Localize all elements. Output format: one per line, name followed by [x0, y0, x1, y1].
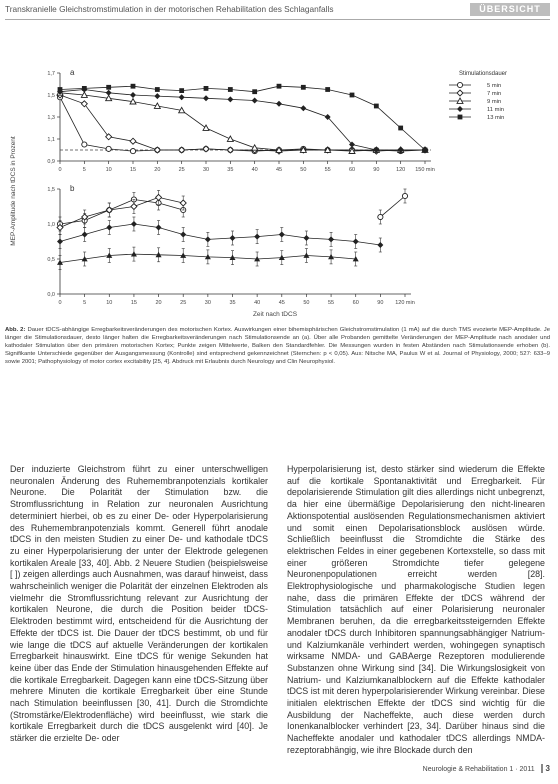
body-column-right: [287, 464, 545, 757]
x-tick-label-a: 5: [82, 167, 86, 173]
data-point-b: [230, 235, 236, 241]
page-header: [0, 0, 558, 24]
data-point-b: [205, 236, 211, 242]
x-tick-label-b: 90: [377, 300, 384, 306]
y-tick-label-a: 1,7: [47, 71, 55, 77]
x-tick-label-a: 10: [105, 167, 112, 173]
data-point-a: [130, 138, 136, 144]
section-badge: ÜBERSICHT: [470, 3, 550, 16]
series-line-b: [60, 197, 183, 227]
data-point-b: [180, 200, 186, 206]
legend-item: 11 min: [487, 107, 504, 113]
data-point-a: [58, 87, 63, 92]
x-tick-label-a: 0: [58, 167, 62, 173]
x-tick-label-b: 45: [278, 300, 285, 306]
panel-b-label: b: [70, 184, 75, 193]
data-point-a: [374, 104, 379, 109]
caption-label: Abb. 2:: [5, 327, 26, 333]
x-tick-label-b: 30: [204, 300, 211, 306]
data-point-b: [279, 232, 285, 238]
figure-caption: [5, 326, 550, 366]
data-point-a: [106, 90, 112, 96]
x-tick-label-b: 55: [328, 300, 335, 306]
data-point-a: [204, 86, 209, 91]
data-point-b: [377, 242, 383, 248]
data-point-a: [179, 88, 184, 93]
data-point-b: [180, 232, 186, 238]
data-point-b: [353, 239, 359, 245]
y-tick-label-b: 0,0: [47, 292, 55, 298]
x-tick-label-b: 20: [155, 300, 162, 306]
series-line-b: [60, 200, 183, 225]
y-tick-label-a: 1,1: [47, 137, 55, 143]
data-point-b: [156, 194, 162, 200]
data-point-a: [277, 84, 282, 89]
data-point-a: [82, 86, 87, 91]
x-tick-label-b: 0: [58, 300, 62, 306]
x-tick-label-a: 35: [227, 167, 234, 173]
legend-item: 5 min: [487, 83, 502, 89]
data-point-a: [154, 93, 160, 99]
y-tick-label-b: 1,5: [47, 187, 55, 193]
data-point-b: [82, 232, 88, 238]
x-tick-label-b: 15: [130, 300, 137, 306]
data-point-a: [227, 96, 233, 102]
data-point-a: [252, 89, 257, 94]
y-tick-label-a: 1,5: [47, 93, 55, 99]
data-point-a: [106, 85, 111, 90]
data-point-a: [106, 146, 111, 151]
page-number: 3: [541, 764, 550, 773]
series-line-a: [60, 93, 425, 151]
data-point-a: [252, 145, 258, 150]
series-line-b: [380, 196, 405, 217]
data-point-b: [378, 214, 383, 219]
data-point-a: [179, 94, 185, 100]
data-point-a: [423, 148, 428, 153]
x-tick-label-a: 150 min: [415, 167, 435, 173]
y-tick-label-a: 0,9: [47, 159, 55, 165]
data-point-b: [303, 235, 309, 241]
data-point-b: [402, 193, 407, 198]
page-footer: [400, 764, 550, 773]
data-point-a: [203, 125, 209, 130]
data-point-a: [130, 149, 135, 154]
x-tick-label-b: 10: [106, 300, 113, 306]
x-tick-label-b: 5: [83, 300, 87, 306]
x-tick-label-b: 25: [180, 300, 187, 306]
panel-b: [47, 184, 414, 306]
series-line-a: [60, 86, 425, 150]
data-point-a: [130, 92, 136, 98]
legend-item: 9 min: [487, 99, 502, 105]
legend-item: 13 min: [487, 115, 505, 121]
data-point-b: [131, 221, 137, 227]
legend-marker: [457, 90, 463, 96]
legend-title: Stimulationsdauer: [458, 71, 508, 77]
y-axis-label: MEP-Amplitude nach tDCS in Prozent: [10, 136, 17, 246]
x-tick-label-b: 40: [254, 300, 261, 306]
data-point-a: [301, 85, 306, 90]
data-point-b: [156, 225, 162, 231]
x-tick-label-a: 15: [129, 167, 137, 173]
data-point-b: [131, 204, 137, 210]
data-point-a: [398, 126, 403, 131]
data-point-a: [203, 95, 209, 101]
x-tick-label-b: 60: [352, 300, 359, 306]
x-tick-label-a: 55: [324, 167, 331, 173]
body-column-left: [10, 464, 268, 745]
data-point-a: [106, 134, 112, 140]
x-tick-label-a: 20: [154, 167, 161, 173]
legend-marker: [458, 115, 463, 120]
data-point-a: [300, 105, 306, 111]
x-tick-label-a: 90: [373, 167, 380, 173]
data-point-a: [131, 84, 136, 89]
data-point-a: [276, 101, 282, 107]
figure-2: [5, 61, 550, 321]
legend: [449, 71, 507, 121]
x-tick-label-a: 45: [275, 167, 283, 173]
x-tick-label-b: 35: [229, 300, 236, 306]
x-tick-label-a: 60: [348, 167, 356, 173]
data-point-b: [303, 253, 309, 258]
body-paragraph-right: Hyperpolarisierung ist, desto stärker sind wiederum die Effekte auf die kortikale Spontanaktivität und Erregbarkeit. Für depolarisierende Stimulation gilt dies allerdings nicht unbegrenzt, da hier eine übermäßige Depolarisierung den nicht-linearen Aktionspotential auslösenden Regulationsmechanismen aktiviert und somit einen Depolarisationsblock auslösen würde. Schließlich beeinflusst die Stromdichte die Stärke des elektrischen Feldes in einer gegebenen Kortexstelle, so dass mit einer größeren Stromdichte tiefer gelegene Neuronenpopulationen erreicht werden [28]. Elektrophysiologische und pharmakologische Studien legen nahe, dass die primären Effekte der tDCS während der Stimulation tatsächlich auf einer Polarisierung neuronaler Membranen beruhen, da die erregbarkeitssteigernden Effekte anodaler tDCS durch Inhibitoren spannungsabhängiger Natrium- und Kalziumkanäle verhindert werden, wohingegen synaptisch wirksame NMDA- und GABAerge Rezeptoren modulierende Substanzen ohne Wirkung sind [34]. Die Wirkungslosigkeit von Natrium- und Kalziumkanalblockern auf die Effekte kathodaler tDCS ist mit deren hyperpolarisierender Wirkung vereinbar. Diese initialen elektrischen Effekte der tDCS sind wichtig für die Ausbildung der Nacheffekte, auch diese werden durch Ionenkanalblocker verhindert [23, 34]. Darüber hinaus sind die Nacheffekte anodaler und kathodaler tDCS allerdings NMDA-rezeptorabhängig, wie ihre Blockade durch den: [287, 464, 545, 755]
data-point-b: [106, 225, 112, 231]
y-tick-label-b: 1,0: [47, 222, 55, 228]
journal-name: Neurologie & Rehabilitation 1 · 2011: [422, 766, 535, 773]
y-tick-label-b: 0,5: [47, 257, 55, 263]
data-point-a: [252, 98, 258, 104]
header-rule: [5, 19, 550, 20]
caption-text: Dauer tDCS-abhängige Erregbarkeitsveränderungen des motorischen Kortex. Auswirkungen einer bihemisphärischen Gleichstromstimulation (1 mA) auf die durch TMS evozierte MEP-Amplitude. Je länger die Stimulationsdauer, desto länger halten die Erregbarkeitsveränderungen nach Stimulationsende an (a). Über alle Probanden gemittelte Veränderungen der MEP-Amplitude nach anodaler und kathodaler Stimulation über den primären motorischen Kortex; Punkte zeigen Mittelwerte, Balken den Standardfehler. Die Messungen wurden in festen Abständen nach Stimulationsende erhoben (b). Signifikante Unterschiede gegenüber der Ausgangsmessung (Kontrolle) sind entsprechend gekennzeichnet (Sternchen: p < 0,05). Aus: Nitsche MA, Paulus W et al. Journal of Physiology, 2000; 527: 633–9 sowie 2001; Pathophysiology of motor cortex excitability [25, 4]. Abdruck mit Erlaubnis durch Neurology and Clin Neurophysiol.: [5, 327, 550, 365]
x-tick-label-b: 50: [303, 300, 310, 306]
panel-a-label: a: [70, 68, 75, 77]
x-tick-label-a: 30: [202, 167, 210, 173]
legend-item: 7 min: [487, 91, 502, 97]
data-point-a: [228, 87, 233, 92]
legend-marker: [457, 106, 463, 112]
data-point-b: [328, 236, 334, 242]
data-point-b: [254, 234, 260, 240]
panel-a: [47, 68, 434, 173]
x-axis-label: Zeit nach tDCS: [252, 311, 298, 318]
data-point-a: [82, 142, 87, 147]
running-title: Transkranielle Gleichstromstimulation in der motorischen Rehabilitation des Schlaganfalls: [5, 4, 334, 14]
data-point-a: [81, 101, 87, 107]
legend-marker: [457, 82, 462, 87]
x-tick-label-a: 120: [396, 167, 406, 173]
y-tick-label-a: 1,3: [47, 115, 55, 121]
data-point-b: [57, 239, 63, 245]
x-tick-label-a: 40: [251, 167, 258, 173]
data-point-a: [227, 136, 233, 141]
x-tick-label-a: 50: [300, 167, 307, 173]
x-tick-label-a: 25: [178, 167, 185, 173]
data-point-a: [325, 87, 330, 92]
series-line-a: [60, 90, 425, 151]
body-paragraph-left: Der induzierte Gleichstrom führt zu einer unterschwelligen neuronalen Änderung des Ruhemembranpotenzials kortikaler Neurone. Die Polarität der Stimulation bzw. die Stromflussrichtung in Relation zur neuronalen Ausrichtung determiniert hierbei, ob es zu einer De- oder Hyperpolarisierung des Ruhemembranpotenzials kommt. Generell führt anodale tDCS in den meisten Studien zu einer De- und kathodale tDCS zu einer Hyperpolarisierung der unter der Elektrode gelegenen kortikalen Areale [33, 40]. Abb. 2 Neuere Studien (beispielsweise [ ]) zeigen allerdings auch Ausnahmen, was darauf hinweist, dass wahrscheinlich weniger die Polarität der einzelnen Elektroden als vielmehr die Stromflussrichtung relevant zur Ausrichtung der kortikalen Neurone, die durch die Position beider tDCS-Elektroden bestimmt wird, entscheidend für die Ausrichtung der Effekte der tDCS ist. Die Dauer der tDCS bestimmt, ob und für wie lange die tDCS auf aktuelle Veränderungen der kortikalen Erregbarkeit hinauswirkt. Eine tDCS für wenige Sekunden hat keine über das Ende der Stimulation hinausgehenden Effekte auf die kortikale Erregbarkeit. Dagegen kann eine tDCS-Sitzung über mehrere Minuten die kortikale Erregbarkeit über eine Stunde nach Stimulation beeinflussen [30, 41]. Durch die Stromdichte (Stromstärke/Elektrodenfläche) wird beeinflusst, wie stark die kortikale Erregbarkeit durch die tDCS ausgelenkt wird [40]. Je stärker die erzielte De- oder: [10, 464, 268, 744]
x-tick-label-b: 120 min: [395, 300, 415, 306]
data-point-a: [350, 93, 355, 98]
data-point-a: [155, 87, 160, 92]
